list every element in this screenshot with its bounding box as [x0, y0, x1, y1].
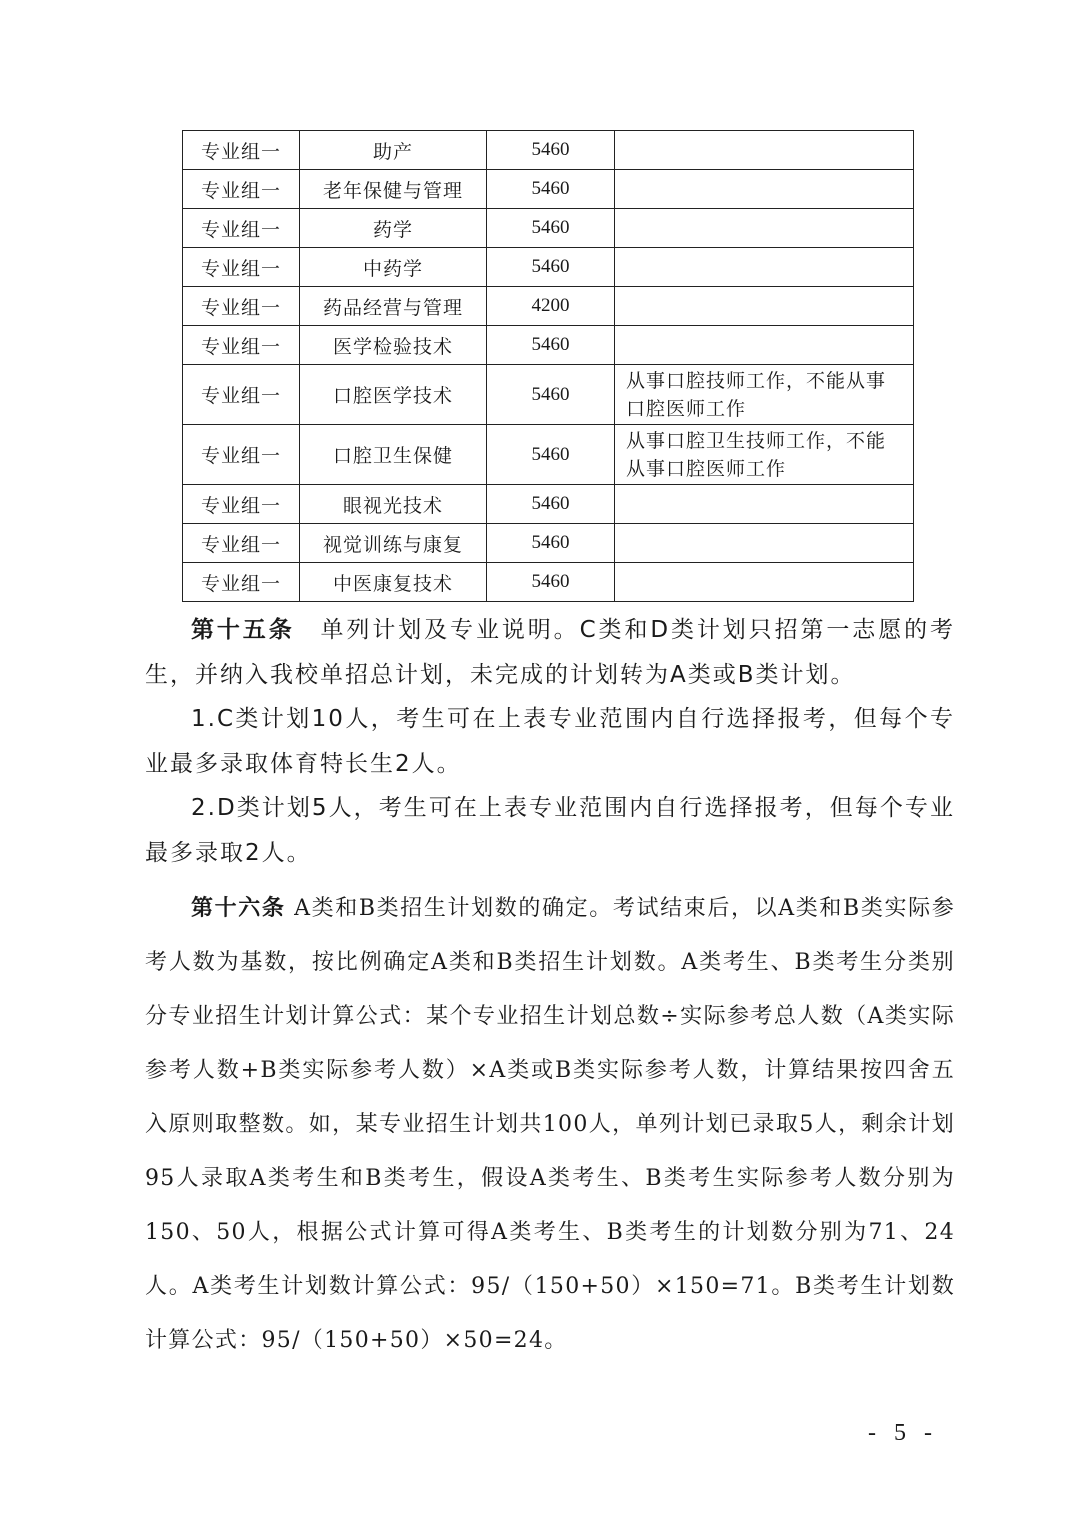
major-name-cell: 眼视光技术	[300, 485, 487, 524]
major-name-cell: 视觉训练与康复	[300, 524, 487, 563]
table-row	[183, 287, 914, 326]
major-group-cell: 专业组一	[183, 485, 300, 524]
major-name-cell: 中药学	[300, 248, 487, 287]
major-group-cell: 专业组一	[183, 365, 300, 425]
major-group-cell: 专业组一	[183, 524, 300, 563]
table-row	[183, 425, 914, 485]
table-row	[183, 248, 914, 287]
article-16-text: A类和B类招生计划数的确定。考试结束后，以A类和B类实际参考人数为基数，按比例确定A类和B类招生计划数。A类考生、B类考生分类别分专业招生计划计算公式：某个专业招生计划总数÷实际参考总人数（A类实际参考人数+B类实际参考人数）×A类或B类实际参考人数，计算结果按四舍五入原则取整数。如，某专业招生计划共100人，单列计划已录取5人，剩余计划95人录取A类考生和B类考生，假设A类考生、B类考生实际参考人数分别为150、50人，根据公式计算可得A类考生、B类考生的计划数分别为71、24人。A类考生计划数计算公式：95/（150+50）×150=71。B类考生计划数计算公式：95/（150+50）×50=24。	[145, 896, 956, 1353]
major-group-cell: 专业组一	[183, 131, 300, 170]
tuition-fee-cell: 5460	[487, 170, 615, 209]
article-16	[145, 882, 955, 1368]
tuition-fee-cell: 5460	[487, 524, 615, 563]
major-group-cell: 专业组一	[183, 287, 300, 326]
table-row	[183, 209, 914, 248]
article-15	[145, 608, 955, 698]
major-name-cell: 口腔卫生保健	[300, 425, 487, 485]
article-15-heading: 第十五条	[191, 617, 295, 643]
remark-cell	[615, 287, 914, 326]
remark-cell	[615, 326, 914, 365]
remark-cell	[615, 131, 914, 170]
tuition-fee-cell: 5460	[487, 248, 615, 287]
remark-cell	[615, 524, 914, 563]
major-name-cell: 医学检验技术	[300, 326, 487, 365]
tuition-fee-cell: 5460	[487, 209, 615, 248]
major-name-cell: 老年保健与管理	[300, 170, 487, 209]
remark-cell	[615, 209, 914, 248]
remark-cell	[615, 248, 914, 287]
tuition-fee-cell: 5460	[487, 425, 615, 485]
page-number: - 5 -	[868, 1420, 938, 1446]
remark-cell	[615, 170, 914, 209]
table-row	[183, 365, 914, 425]
table-row	[183, 170, 914, 209]
table-row	[183, 485, 914, 524]
tuition-fee-cell: 5460	[487, 485, 615, 524]
major-group-cell: 专业组一	[183, 326, 300, 365]
major-name-cell: 口腔医学技术	[300, 365, 487, 425]
major-name-cell: 药学	[300, 209, 487, 248]
major-name-cell: 中医康复技术	[300, 563, 487, 602]
major-group-cell: 专业组一	[183, 209, 300, 248]
d-class-plan-item: 2.D类计划5人，考生可在上表专业范围内自行选择报考，但每个专业最多录取2人。	[145, 795, 955, 866]
table-row	[183, 563, 914, 602]
major-group-cell: 专业组一	[183, 170, 300, 209]
table-row	[183, 524, 914, 563]
tuition-fee-cell: 4200	[487, 287, 615, 326]
remark-cell	[615, 563, 914, 602]
tuition-fee-cell: 5460	[487, 326, 615, 365]
remark-cell: 从事口腔卫生技师工作，不能从事口腔医师工作	[615, 425, 914, 485]
major-group-cell: 专业组一	[183, 248, 300, 287]
major-group-cell: 专业组一	[183, 563, 300, 602]
major-name-cell: 助产	[300, 131, 487, 170]
table-row	[183, 131, 914, 170]
major-fee-table	[182, 130, 914, 602]
major-name-cell: 药品经营与管理	[300, 287, 487, 326]
tuition-fee-cell: 5460	[487, 131, 615, 170]
tuition-fee-cell: 5460	[487, 563, 615, 602]
article-15-text: 单列计划及专业说明。C类和D类计划只招第一志愿的考生，并纳入我校单招总计划，未完成的计划转为A类或B类计划。	[145, 617, 955, 688]
c-class-plan-item: 1.C类计划10人，考生可在上表专业范围内自行选择报考，但每个专业最多录取体育特长生2人。	[145, 706, 955, 777]
article-16-heading: 第十六条	[191, 896, 286, 921]
remark-cell: 从事口腔技师工作，不能从事口腔医师工作	[615, 365, 914, 425]
tuition-fee-cell: 5460	[487, 365, 615, 425]
table-row	[183, 326, 914, 365]
major-group-cell: 专业组一	[183, 425, 300, 485]
remark-cell	[615, 485, 914, 524]
